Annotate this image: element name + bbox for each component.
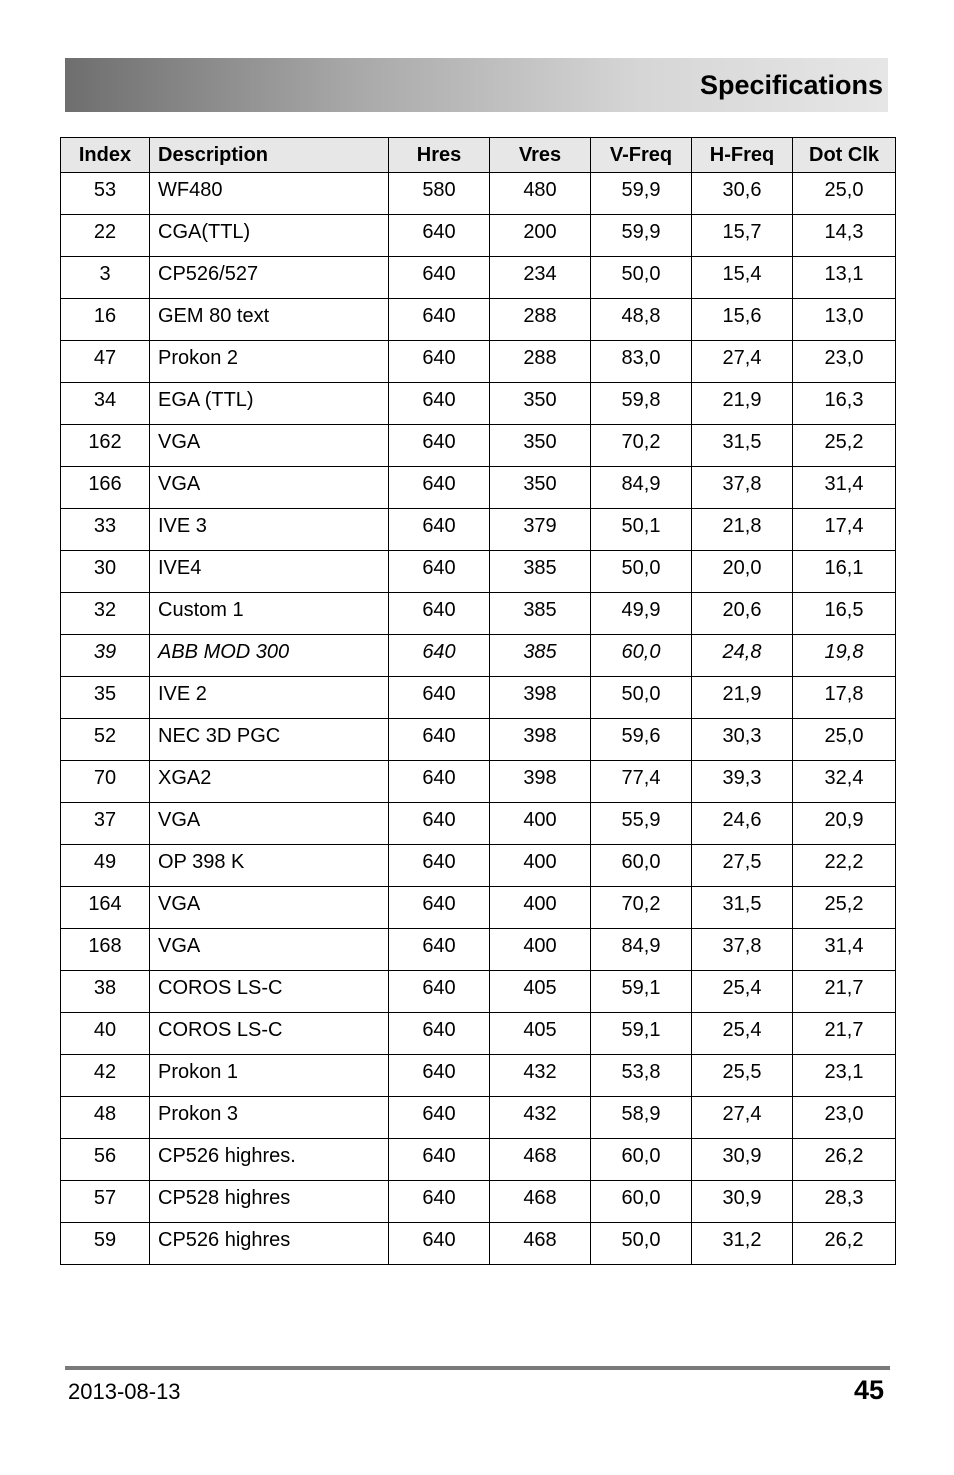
cell-vfreq: 77,4 bbox=[591, 761, 692, 803]
cell-hfreq: 30,3 bbox=[692, 719, 793, 761]
cell-vfreq: 50,1 bbox=[591, 509, 692, 551]
cell-hres: 640 bbox=[389, 341, 490, 383]
cell-dotclk: 22,2 bbox=[793, 845, 896, 887]
cell-vfreq: 50,0 bbox=[591, 677, 692, 719]
cell-vres: 398 bbox=[490, 677, 591, 719]
cell-index: 49 bbox=[61, 845, 150, 887]
cell-description: WF480 bbox=[150, 173, 389, 215]
cell-vres: 400 bbox=[490, 929, 591, 971]
cell-vfreq: 55,9 bbox=[591, 803, 692, 845]
cell-vfreq: 58,9 bbox=[591, 1097, 692, 1139]
table-row bbox=[61, 929, 896, 971]
cell-index: 3 bbox=[61, 257, 150, 299]
table-row bbox=[61, 635, 896, 677]
cell-vres: 480 bbox=[490, 173, 591, 215]
cell-description: EGA (TTL) bbox=[150, 383, 389, 425]
table-row bbox=[61, 719, 896, 761]
cell-vres: 398 bbox=[490, 719, 591, 761]
cell-vres: 432 bbox=[490, 1055, 591, 1097]
cell-index: 56 bbox=[61, 1139, 150, 1181]
table-row bbox=[61, 1223, 896, 1265]
cell-vres: 400 bbox=[490, 845, 591, 887]
cell-description: NEC 3D PGC bbox=[150, 719, 389, 761]
cell-hfreq: 31,5 bbox=[692, 887, 793, 929]
cell-dotclk: 17,8 bbox=[793, 677, 896, 719]
cell-dotclk: 23,0 bbox=[793, 1097, 896, 1139]
cell-index: 53 bbox=[61, 173, 150, 215]
cell-hres: 640 bbox=[389, 425, 490, 467]
cell-dotclk: 14,3 bbox=[793, 215, 896, 257]
cell-vres: 400 bbox=[490, 887, 591, 929]
cell-index: 168 bbox=[61, 929, 150, 971]
cell-description: CP526 highres bbox=[150, 1223, 389, 1265]
cell-dotclk: 17,4 bbox=[793, 509, 896, 551]
table-row bbox=[61, 677, 896, 719]
cell-vfreq: 70,2 bbox=[591, 887, 692, 929]
cell-vfreq: 59,8 bbox=[591, 383, 692, 425]
cell-hfreq: 15,7 bbox=[692, 215, 793, 257]
cell-hres: 580 bbox=[389, 173, 490, 215]
cell-vfreq: 70,2 bbox=[591, 425, 692, 467]
cell-hres: 640 bbox=[389, 1097, 490, 1139]
cell-hfreq: 15,4 bbox=[692, 257, 793, 299]
table-header-row bbox=[61, 138, 896, 173]
cell-hres: 640 bbox=[389, 1223, 490, 1265]
cell-vfreq: 53,8 bbox=[591, 1055, 692, 1097]
cell-description: IVE 2 bbox=[150, 677, 389, 719]
cell-description: VGA bbox=[150, 467, 389, 509]
cell-hfreq: 24,6 bbox=[692, 803, 793, 845]
column-header-dotclk: Dot Clk bbox=[793, 138, 896, 173]
cell-description: CP526/527 bbox=[150, 257, 389, 299]
column-header-vfreq: V-Freq bbox=[591, 138, 692, 173]
cell-hfreq: 25,5 bbox=[692, 1055, 793, 1097]
cell-vfreq: 60,0 bbox=[591, 635, 692, 677]
cell-hfreq: 37,8 bbox=[692, 467, 793, 509]
cell-description: GEM 80 text bbox=[150, 299, 389, 341]
cell-vres: 200 bbox=[490, 215, 591, 257]
cell-index: 48 bbox=[61, 1097, 150, 1139]
table-row bbox=[61, 593, 896, 635]
cell-index: 37 bbox=[61, 803, 150, 845]
cell-vres: 350 bbox=[490, 425, 591, 467]
cell-description: Prokon 2 bbox=[150, 341, 389, 383]
cell-index: 30 bbox=[61, 551, 150, 593]
cell-dotclk: 16,5 bbox=[793, 593, 896, 635]
cell-hfreq: 20,6 bbox=[692, 593, 793, 635]
cell-dotclk: 28,3 bbox=[793, 1181, 896, 1223]
cell-vfreq: 83,0 bbox=[591, 341, 692, 383]
cell-hres: 640 bbox=[389, 509, 490, 551]
cell-hfreq: 27,5 bbox=[692, 845, 793, 887]
cell-vfreq: 50,0 bbox=[591, 551, 692, 593]
cell-hres: 640 bbox=[389, 215, 490, 257]
table-row bbox=[61, 173, 896, 215]
cell-vres: 468 bbox=[490, 1223, 591, 1265]
cell-vfreq: 59,1 bbox=[591, 1013, 692, 1055]
cell-dotclk: 25,2 bbox=[793, 887, 896, 929]
cell-description: Prokon 1 bbox=[150, 1055, 389, 1097]
table-row bbox=[61, 299, 896, 341]
cell-index: 16 bbox=[61, 299, 150, 341]
cell-description: CGA(TTL) bbox=[150, 215, 389, 257]
cell-vfreq: 50,0 bbox=[591, 1223, 692, 1265]
cell-vres: 385 bbox=[490, 593, 591, 635]
cell-hfreq: 27,4 bbox=[692, 341, 793, 383]
cell-hres: 640 bbox=[389, 677, 490, 719]
table-row bbox=[61, 257, 896, 299]
cell-vfreq: 60,0 bbox=[591, 845, 692, 887]
column-header-index: Index bbox=[61, 138, 150, 173]
cell-dotclk: 16,3 bbox=[793, 383, 896, 425]
cell-dotclk: 23,1 bbox=[793, 1055, 896, 1097]
cell-hres: 640 bbox=[389, 551, 490, 593]
cell-vfreq: 59,6 bbox=[591, 719, 692, 761]
cell-description: XGA2 bbox=[150, 761, 389, 803]
cell-vres: 400 bbox=[490, 803, 591, 845]
cell-index: 38 bbox=[61, 971, 150, 1013]
table-row bbox=[61, 383, 896, 425]
cell-vfreq: 59,1 bbox=[591, 971, 692, 1013]
cell-vres: 385 bbox=[490, 551, 591, 593]
cell-description: VGA bbox=[150, 929, 389, 971]
cell-index: 34 bbox=[61, 383, 150, 425]
cell-vfreq: 60,0 bbox=[591, 1181, 692, 1223]
cell-hfreq: 25,4 bbox=[692, 1013, 793, 1055]
table-row bbox=[61, 1013, 896, 1055]
cell-vfreq: 60,0 bbox=[591, 1139, 692, 1181]
table-row bbox=[61, 971, 896, 1013]
cell-description: VGA bbox=[150, 887, 389, 929]
cell-index: 162 bbox=[61, 425, 150, 467]
cell-index: 47 bbox=[61, 341, 150, 383]
cell-hfreq: 20,0 bbox=[692, 551, 793, 593]
cell-vfreq: 84,9 bbox=[591, 929, 692, 971]
cell-vfreq: 49,9 bbox=[591, 593, 692, 635]
table-body bbox=[61, 173, 896, 1265]
cell-hres: 640 bbox=[389, 971, 490, 1013]
cell-description: CP526 highres. bbox=[150, 1139, 389, 1181]
cell-description: COROS LS-C bbox=[150, 1013, 389, 1055]
cell-vfreq: 59,9 bbox=[591, 215, 692, 257]
cell-dotclk: 21,7 bbox=[793, 1013, 896, 1055]
specifications-table bbox=[60, 137, 896, 1265]
cell-hres: 640 bbox=[389, 845, 490, 887]
cell-dotclk: 25,0 bbox=[793, 719, 896, 761]
cell-index: 70 bbox=[61, 761, 150, 803]
cell-dotclk: 32,4 bbox=[793, 761, 896, 803]
cell-index: 35 bbox=[61, 677, 150, 719]
cell-description: Custom 1 bbox=[150, 593, 389, 635]
cell-description: COROS LS-C bbox=[150, 971, 389, 1013]
cell-vres: 398 bbox=[490, 761, 591, 803]
table-row bbox=[61, 509, 896, 551]
cell-hfreq: 15,6 bbox=[692, 299, 793, 341]
footer-divider bbox=[65, 1366, 890, 1370]
cell-hres: 640 bbox=[389, 887, 490, 929]
cell-index: 57 bbox=[61, 1181, 150, 1223]
table-row bbox=[61, 1055, 896, 1097]
cell-dotclk: 31,4 bbox=[793, 929, 896, 971]
cell-hfreq: 21,9 bbox=[692, 383, 793, 425]
cell-description: IVE 3 bbox=[150, 509, 389, 551]
cell-vres: 385 bbox=[490, 635, 591, 677]
table-row bbox=[61, 887, 896, 929]
cell-index: 22 bbox=[61, 215, 150, 257]
table-row bbox=[61, 425, 896, 467]
cell-hres: 640 bbox=[389, 929, 490, 971]
cell-vres: 379 bbox=[490, 509, 591, 551]
cell-vfreq: 84,9 bbox=[591, 467, 692, 509]
cell-hres: 640 bbox=[389, 383, 490, 425]
cell-hfreq: 30,6 bbox=[692, 173, 793, 215]
cell-dotclk: 26,2 bbox=[793, 1139, 896, 1181]
table-row bbox=[61, 1139, 896, 1181]
cell-index: 164 bbox=[61, 887, 150, 929]
cell-vres: 234 bbox=[490, 257, 591, 299]
cell-index: 33 bbox=[61, 509, 150, 551]
cell-hfreq: 37,8 bbox=[692, 929, 793, 971]
cell-hres: 640 bbox=[389, 761, 490, 803]
cell-description: VGA bbox=[150, 803, 389, 845]
header-bar bbox=[65, 58, 888, 112]
cell-vres: 405 bbox=[490, 971, 591, 1013]
cell-hres: 640 bbox=[389, 257, 490, 299]
cell-index: 59 bbox=[61, 1223, 150, 1265]
cell-hfreq: 31,2 bbox=[692, 1223, 793, 1265]
column-header-hfreq: H-Freq bbox=[692, 138, 793, 173]
cell-dotclk: 16,1 bbox=[793, 551, 896, 593]
page-title: Specifications bbox=[699, 70, 883, 100]
cell-dotclk: 25,0 bbox=[793, 173, 896, 215]
table-row bbox=[61, 1097, 896, 1139]
table-row bbox=[61, 551, 896, 593]
cell-vres: 350 bbox=[490, 467, 591, 509]
cell-hfreq: 21,9 bbox=[692, 677, 793, 719]
table-row bbox=[61, 761, 896, 803]
table-row bbox=[61, 1181, 896, 1223]
column-header-description: Description bbox=[150, 138, 389, 173]
cell-hres: 640 bbox=[389, 467, 490, 509]
cell-dotclk: 26,2 bbox=[793, 1223, 896, 1265]
cell-index: 40 bbox=[61, 1013, 150, 1055]
cell-index: 52 bbox=[61, 719, 150, 761]
cell-hfreq: 21,8 bbox=[692, 509, 793, 551]
cell-hres: 640 bbox=[389, 299, 490, 341]
footer-date: 2013-08-13 bbox=[68, 1379, 181, 1404]
cell-hfreq: 27,4 bbox=[692, 1097, 793, 1139]
cell-description: ABB MOD 300 bbox=[150, 635, 389, 677]
cell-index: 42 bbox=[61, 1055, 150, 1097]
table-row bbox=[61, 803, 896, 845]
cell-vfreq: 59,9 bbox=[591, 173, 692, 215]
cell-dotclk: 23,0 bbox=[793, 341, 896, 383]
cell-vfreq: 48,8 bbox=[591, 299, 692, 341]
cell-hres: 640 bbox=[389, 635, 490, 677]
page-number: 45 bbox=[853, 1375, 884, 1405]
cell-hres: 640 bbox=[389, 803, 490, 845]
cell-hfreq: 30,9 bbox=[692, 1181, 793, 1223]
cell-hres: 640 bbox=[389, 719, 490, 761]
cell-hfreq: 25,4 bbox=[692, 971, 793, 1013]
table-row bbox=[61, 467, 896, 509]
cell-vres: 405 bbox=[490, 1013, 591, 1055]
cell-index: 32 bbox=[61, 593, 150, 635]
cell-hfreq: 30,9 bbox=[692, 1139, 793, 1181]
cell-hfreq: 24,8 bbox=[692, 635, 793, 677]
cell-dotclk: 21,7 bbox=[793, 971, 896, 1013]
cell-vres: 468 bbox=[490, 1181, 591, 1223]
cell-description: CP528 highres bbox=[150, 1181, 389, 1223]
cell-dotclk: 31,4 bbox=[793, 467, 896, 509]
cell-vres: 288 bbox=[490, 341, 591, 383]
cell-hres: 640 bbox=[389, 1139, 490, 1181]
table-row bbox=[61, 215, 896, 257]
cell-hres: 640 bbox=[389, 593, 490, 635]
cell-index: 166 bbox=[61, 467, 150, 509]
cell-dotclk: 13,1 bbox=[793, 257, 896, 299]
cell-dotclk: 20,9 bbox=[793, 803, 896, 845]
cell-vres: 468 bbox=[490, 1139, 591, 1181]
cell-vres: 288 bbox=[490, 299, 591, 341]
cell-description: Prokon 3 bbox=[150, 1097, 389, 1139]
cell-hres: 640 bbox=[389, 1055, 490, 1097]
column-header-hres: Hres bbox=[389, 138, 490, 173]
cell-hres: 640 bbox=[389, 1181, 490, 1223]
cell-vfreq: 50,0 bbox=[591, 257, 692, 299]
column-header-vres: Vres bbox=[490, 138, 591, 173]
cell-hfreq: 39,3 bbox=[692, 761, 793, 803]
cell-description: OP 398 K bbox=[150, 845, 389, 887]
cell-description: IVE4 bbox=[150, 551, 389, 593]
cell-hres: 640 bbox=[389, 1013, 490, 1055]
cell-vres: 350 bbox=[490, 383, 591, 425]
cell-vres: 432 bbox=[490, 1097, 591, 1139]
table-row bbox=[61, 341, 896, 383]
cell-hfreq: 31,5 bbox=[692, 425, 793, 467]
cell-dotclk: 25,2 bbox=[793, 425, 896, 467]
cell-index: 39 bbox=[61, 635, 150, 677]
cell-dotclk: 19,8 bbox=[793, 635, 896, 677]
cell-dotclk: 13,0 bbox=[793, 299, 896, 341]
cell-description: VGA bbox=[150, 425, 389, 467]
table-row bbox=[61, 845, 896, 887]
